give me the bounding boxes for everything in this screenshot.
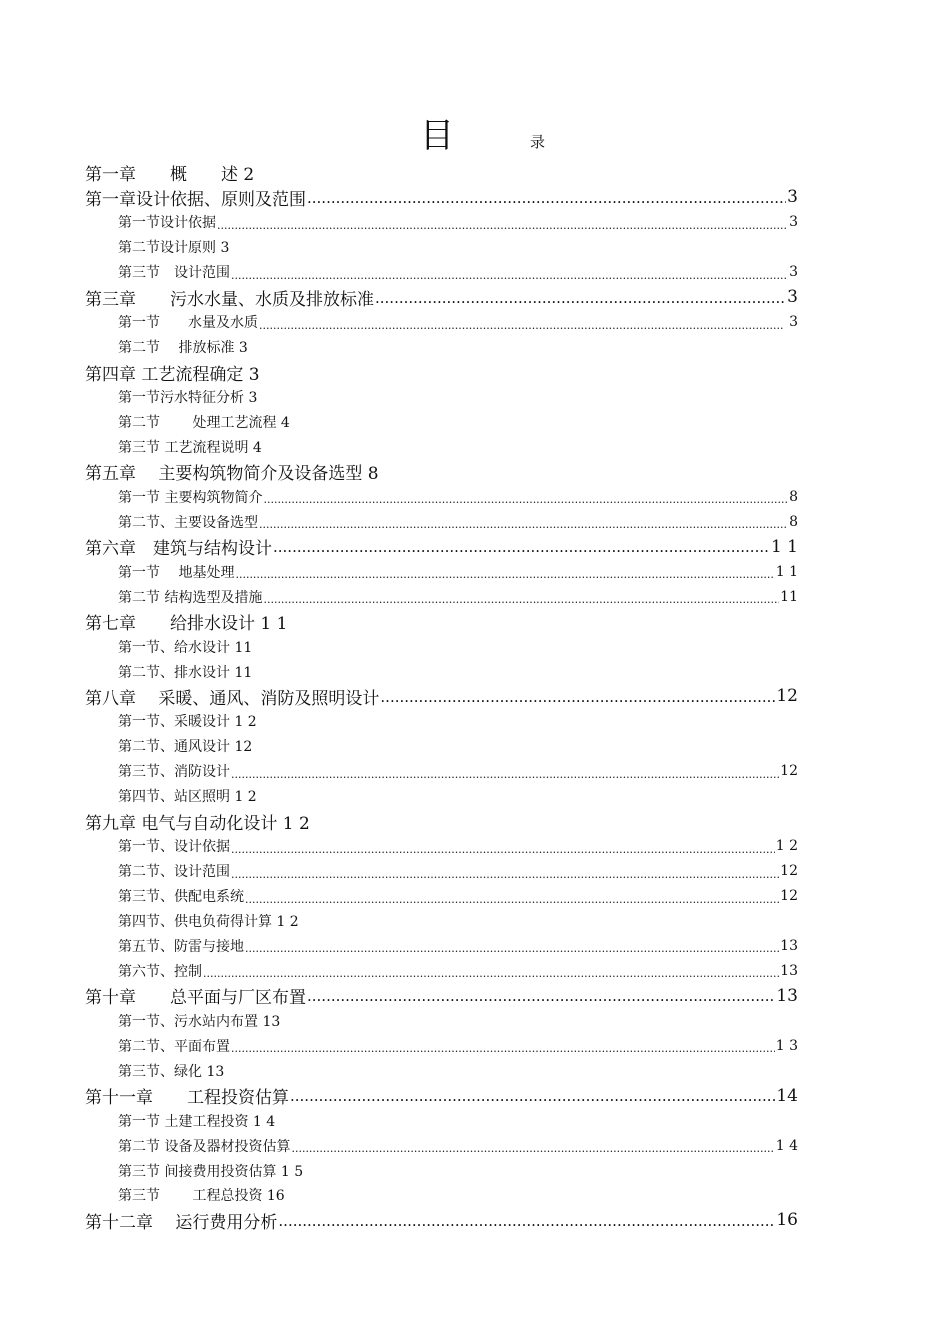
toc-chapter-entry[interactable]	[85, 160, 254, 185]
toc-entry-label: 第一节、采暖设计 1 2	[118, 714, 257, 731]
toc-entry-label: 第一节 土建工程投资 1 4	[118, 1113, 276, 1130]
toc-entry-label: 第二节、通风设计 12	[118, 739, 253, 756]
toc-entry-label: 第二节 结构选型及措施	[118, 589, 263, 606]
toc-section-entry[interactable]	[118, 734, 252, 759]
toc-section-entry[interactable]	[118, 260, 798, 285]
toc-entry-label: 第五节、防雷与接地	[118, 938, 244, 955]
toc-chapter-entry[interactable]	[85, 534, 798, 559]
toc-entry-label: 第十二章 运行费用分析	[85, 1212, 278, 1233]
toc-chapter-entry[interactable]	[85, 285, 798, 310]
toc-section-entry[interactable]	[118, 884, 798, 909]
toc-entry-label: 第七章 给排水设计 1 1	[85, 614, 288, 635]
toc-dot-leader	[203, 958, 779, 983]
toc-section-entry[interactable]	[118, 859, 798, 884]
toc-chapter-entry[interactable]	[85, 1083, 798, 1108]
toc-dot-leader	[290, 1083, 775, 1108]
toc-section-entry[interactable]	[118, 834, 798, 859]
toc-page-number: 13	[780, 937, 798, 954]
toc-entry-label: 第三节 设计范围	[118, 265, 230, 282]
toc-chapter-entry[interactable]	[85, 1208, 798, 1233]
toc-dot-leader	[245, 933, 779, 958]
toc-section-entry[interactable]	[118, 1158, 303, 1183]
toc-section-entry[interactable]	[118, 410, 290, 435]
toc-entry-label: 第一节 主要构筑物简介	[118, 489, 263, 506]
toc-entry-label: 第一节 地基处理	[118, 564, 235, 581]
toc-entry-label: 第一节污水特征分析 3	[118, 390, 258, 407]
toc-page-number: 8	[789, 488, 798, 505]
toc-page-number: 1 4	[775, 1137, 798, 1154]
toc-entry-label: 第三节、供配电系统	[118, 889, 244, 906]
toc-entry-label: 第二节设计原则 3	[118, 240, 230, 257]
toc-entry-label: 第二节、排水设计 11	[118, 664, 253, 681]
toc-section-entry[interactable]	[118, 1183, 285, 1208]
toc-dot-leader	[231, 834, 775, 859]
toc-entry-label: 第一章 概 述 2	[85, 165, 255, 185]
toc-section-entry[interactable]	[118, 958, 798, 983]
toc-entry-label: 第一节设计依据	[118, 215, 216, 232]
toc-entry-label: 第三节 间接费用投资估算 1 5	[118, 1163, 304, 1180]
toc-dot-leader	[307, 185, 786, 210]
toc-section-entry[interactable]	[118, 909, 299, 934]
toc-section-entry[interactable]	[118, 933, 798, 958]
toc-entry-label: 第一节 水量及水质	[118, 315, 258, 332]
toc-section-entry[interactable]	[118, 1133, 798, 1158]
toc-entry-label: 第一节、给水设计 11	[118, 639, 253, 656]
toc-section-entry[interactable]	[118, 584, 798, 609]
toc-dot-leader	[231, 759, 779, 784]
toc-dot-leader	[231, 260, 788, 285]
toc-dot-leader	[259, 310, 784, 335]
toc-title-main: 目	[420, 116, 454, 156]
toc-chapter-entry[interactable]	[85, 185, 798, 210]
toc-dot-leader	[263, 484, 788, 509]
toc-entry-label: 第三节、绿化 13	[118, 1063, 225, 1080]
toc-entry-label: 第三节、消防设计	[118, 764, 230, 781]
toc-entry-label: 第十一章 工程投资估算	[85, 1088, 289, 1109]
toc-dot-leader	[217, 210, 788, 235]
toc-dot-leader	[259, 509, 788, 534]
toc-entry-label: 第六章 建筑与结构设计	[85, 539, 272, 560]
toc-page-number: 3	[784, 314, 798, 331]
toc-dot-leader	[278, 1208, 775, 1233]
toc-dot-leader	[231, 1033, 775, 1058]
toc-section-entry[interactable]	[118, 210, 798, 235]
toc-entry-label: 第九章 电气与自动化设计 1 2	[85, 813, 310, 834]
toc-page-number: 3	[789, 214, 798, 231]
toc-page-number: 8	[789, 513, 798, 530]
toc-entry-label: 第六节、控制	[118, 963, 202, 980]
toc-entry-label: 第一章设计依据、原则及范围	[85, 189, 306, 210]
toc-page-number: 1 1	[770, 536, 798, 557]
toc-section-entry[interactable]	[118, 310, 798, 335]
toc-dot-leader	[375, 285, 786, 310]
toc-section-entry[interactable]	[118, 634, 252, 659]
toc-page-number: 12	[776, 686, 798, 707]
toc-page-number: 11	[780, 588, 798, 605]
toc-page-number: 3	[787, 187, 798, 208]
toc-page-number: 12	[780, 763, 798, 780]
toc-entry-label: 第一节、设计依据	[118, 839, 230, 856]
toc-chapter-entry[interactable]	[85, 983, 798, 1008]
toc-entry-label: 第四节、供电负荷得计算 1 2	[118, 914, 299, 930]
toc-page-number: 3	[787, 287, 798, 308]
toc-entry-label: 第二节、主要设备选型	[118, 514, 258, 531]
toc-title	[0, 116, 950, 160]
toc-chapter-entry[interactable]	[85, 684, 798, 709]
toc-page-number: 1 1	[775, 563, 798, 580]
toc-page-number: 16	[776, 1210, 798, 1231]
toc-page-number: 1 3	[775, 1037, 798, 1054]
toc-entry-label: 第二节、设计范围	[118, 864, 230, 881]
toc-entry-label: 第三节 工艺流程说明 4	[118, 439, 262, 456]
toc-page-number: 12	[780, 863, 798, 880]
toc-chapter-entry[interactable]	[85, 459, 379, 484]
toc-entry-label: 第二节 设备及器材投资估算	[118, 1138, 291, 1155]
toc-section-entry[interactable]	[118, 235, 229, 260]
toc-section-entry[interactable]	[118, 1033, 798, 1058]
toc-title-suffix: 录	[530, 133, 546, 151]
toc-entry-label: 第八章 采暖、通风、消防及照明设计	[85, 688, 380, 709]
toc-section-entry[interactable]	[118, 434, 262, 459]
toc-section-entry[interactable]	[118, 759, 798, 784]
toc-section-entry[interactable]	[118, 1108, 275, 1133]
toc-section-entry[interactable]	[118, 559, 798, 584]
toc-section-entry[interactable]	[118, 335, 248, 360]
toc-dot-leader	[231, 859, 779, 884]
toc-section-entry[interactable]	[118, 709, 257, 734]
toc-entry-label: 第二节 处理工艺流程 4	[118, 415, 290, 431]
toc-section-entry[interactable]	[118, 1008, 280, 1033]
toc-chapter-entry[interactable]	[85, 360, 260, 385]
toc-dot-leader	[307, 983, 775, 1008]
toc-entry-label: 第四节、站区照明 1 2	[118, 789, 257, 806]
toc-dot-leader	[235, 559, 774, 584]
toc-section-entry[interactable]	[118, 1058, 224, 1083]
toc-page-number: 1 2	[775, 838, 798, 855]
toc-page-number: 13	[780, 962, 798, 979]
toc-section-entry[interactable]	[118, 484, 798, 509]
toc-entry-label: 第十章 总平面与厂区布置	[85, 988, 306, 1009]
toc-page-number: 14	[776, 1085, 798, 1106]
toc-chapter-entry[interactable]	[85, 609, 287, 634]
toc-dot-leader	[291, 1133, 774, 1158]
toc-entry-label: 第二节 排放标准 3	[118, 340, 248, 357]
toc-entry-label: 第三章 污水水量、水质及排放标准	[85, 289, 374, 310]
toc-page-number: 12	[780, 888, 798, 905]
toc-dot-leader	[380, 684, 775, 709]
toc-page-number: 3	[789, 264, 798, 281]
toc-page-number: 13	[776, 985, 798, 1006]
toc-entry-label: 第二节、平面布置	[118, 1038, 230, 1055]
toc-dot-leader	[245, 884, 779, 909]
toc-section-entry[interactable]	[118, 509, 798, 534]
toc-entry-label: 第三节 工程总投资 16	[118, 1188, 285, 1205]
toc-entry-label: 第五章 主要构筑物简介及设备选型 8	[85, 464, 379, 485]
toc-entry-label: 第一节、污水站内布置 13	[118, 1013, 281, 1030]
toc-chapter-entry[interactable]	[85, 809, 310, 834]
toc-entry-label: 第四章 工艺流程确定 3	[85, 364, 260, 385]
toc-section-entry[interactable]	[118, 784, 257, 809]
toc-section-entry[interactable]	[118, 659, 252, 684]
toc-section-entry[interactable]	[118, 385, 257, 410]
toc-dot-leader	[273, 534, 770, 559]
toc-dot-leader	[263, 584, 779, 609]
